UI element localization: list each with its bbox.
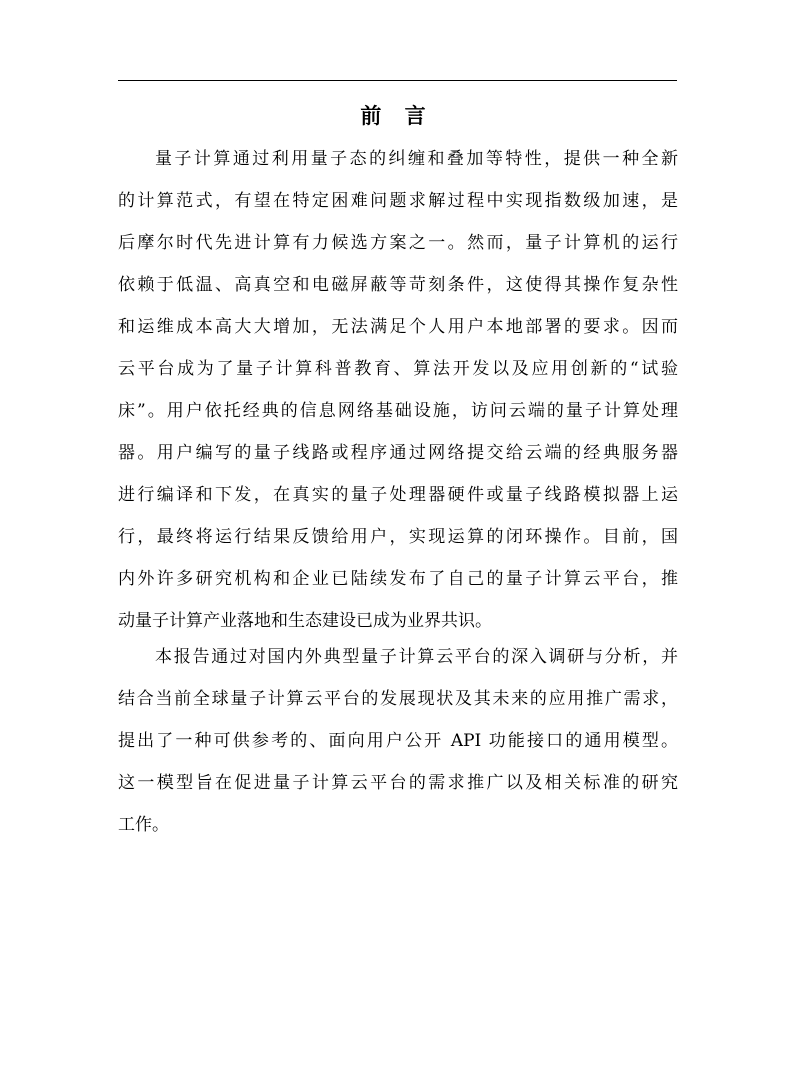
paragraph-line: 结合当前全球量子计算云平台的发展现状及其未来的应用推广需求，	[118, 689, 678, 709]
paragraph-line: 内外许多研究机构和企业已陆续发布了自己的量子计算云平台，推	[118, 569, 678, 589]
paragraph-line: 床”。用户依托经典的信息网络基础设施，访问云端的量子计算处理	[118, 401, 678, 421]
paragraph-line: 进行编译和下发，在真实的量子处理器硬件或量子线路模拟器上运	[118, 485, 678, 505]
paragraph-line: 依赖于低温、高真空和电磁屏蔽等苛刻条件，这使得其操作复杂性	[118, 275, 678, 295]
paragraph-line: 本报告通过对国内外典型量子计算云平台的深入调研与分析，并	[155, 647, 678, 667]
paragraph-line: 动量子计算产业落地和生态建设已成为业界共识。	[118, 611, 492, 631]
paragraph-line: 提出了一种可供参考的、面向用户公开 API 功能接口的通用模型。	[118, 731, 678, 751]
paragraph-line: 行，最终将运行结果反馈给用户，实现运算的闭环操作。目前，国	[118, 527, 678, 547]
paragraph-line: 和运维成本高大大增加，无法满足个人用户本地部署的要求。因而	[118, 317, 678, 337]
header-rule	[118, 80, 677, 81]
paragraph-line: 这一模型旨在促进量子计算云平台的需求推广以及相关标准的研究	[118, 773, 678, 793]
page-title: 前 言	[360, 104, 434, 128]
paragraph-line: 的计算范式，有望在特定困难问题求解过程中实现指数级加速，是	[118, 191, 678, 211]
paragraph-line: 云平台成为了量子计算科普教育、算法开发以及应用创新的“试验	[118, 359, 678, 379]
paragraph-line: 后摩尔时代先进计算有力候选方案之一。然而，量子计算机的运行	[118, 233, 678, 253]
paragraph-line: 量子计算通过利用量子态的纠缠和叠加等特性，提供一种全新	[155, 149, 678, 169]
paragraph-line: 器。用户编写的量子线路或程序通过网络提交给云端的经典服务器	[118, 443, 678, 463]
paragraph-line: 工作。	[118, 815, 169, 835]
